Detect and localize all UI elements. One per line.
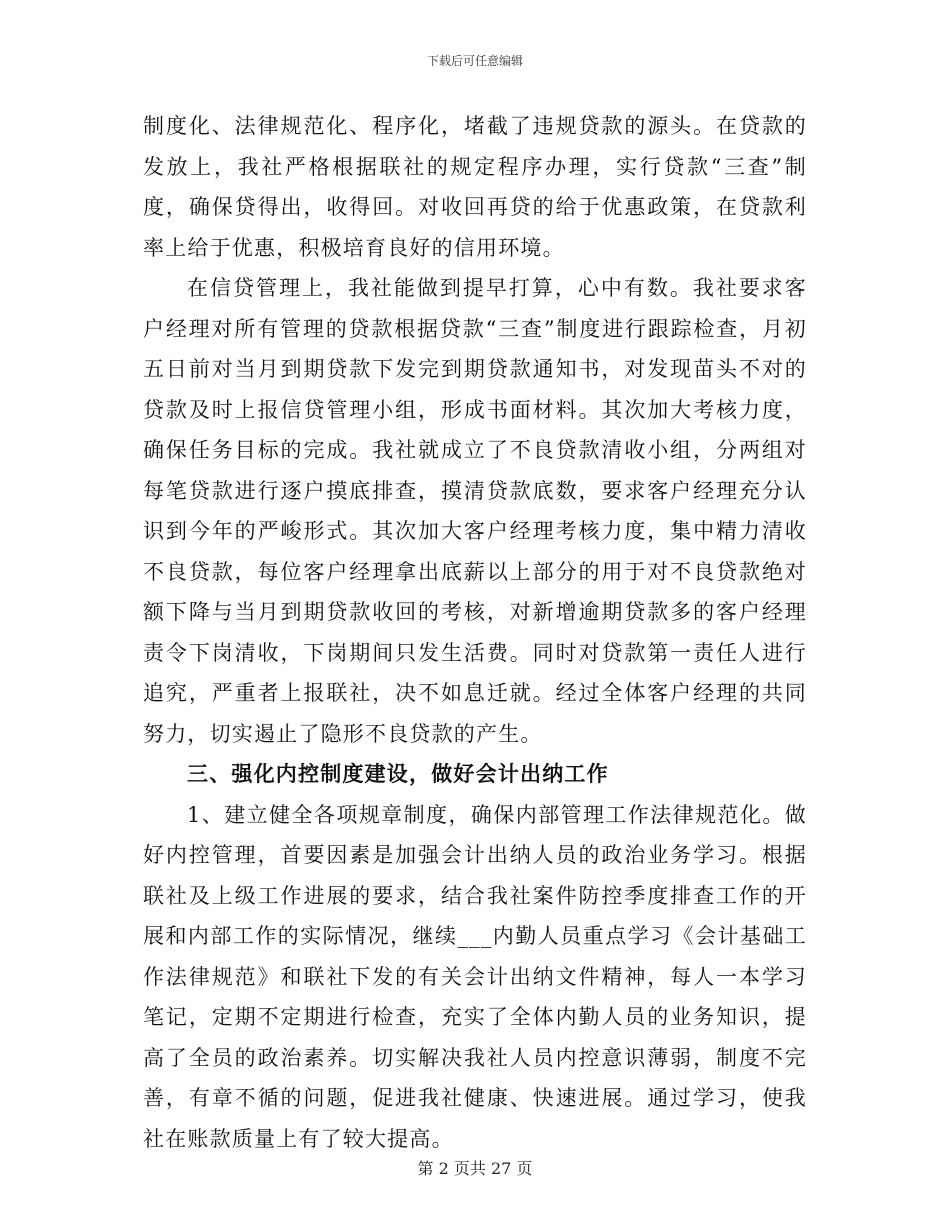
paragraph-1: 制度化、法律规范化、程序化，堵截了违规贷款的源头。在贷款的发放上，我社严格根据联社的规定程序办理，实行贷款“三查”制度，确保贷得出，收得回。对收回再贷的给于优惠政策，在贷款利率上给于优惠，积极培育良好的信用环境。 (143, 114, 807, 260)
page-header: 下载后可任意编辑 (426, 54, 523, 68)
paragraph-2: 在信贷管理上，我社能做到提早打算，心中有数。我社要求客户经理对所有管理的贷款根据贷款“三查”制度进行跟踪检查，月初五日前对当月到期贷款下发完到期贷款通知书，对发现苗头不对的贷款及时上报信贷管理小组，形成书面材料。其次加大考核力度，确保任务目标的完成。我社就成立了不良贷款清收小组，分两组对每笔贷款进行逐户摸底排查，摸清贷款底数，要求客户经理充分认识到今年的严峻形式。其次加大客户经理考核力度，集中精力清收不良贷款，每位客户经理拿出底薪以上部分的用于对不良贷款绝对额下降与当月到期贷款收回的考核，对新增逾期贷款多的客户经理责令下岗清收，下岗期间只发生活费。同时对贷款第一责任人进行追究，严重者上报联社，决不如息迁就。经过全体客户经理的共同努力，切实遏止了隐形不良贷款的产生。 (143, 276, 807, 746)
paragraph-3: 1、建立健全各项规章制度，确保内部管理工作法律规范化。做好内控管理，首要因素是加强会计出纳人员的政治业务学习。根据联社及上级工作进展的要求，结合我社案件防控季度排查工作的开展和内部工作的实际情况，继续___内勤人员重点学习《会计基础工作法律规范》和联社下发的有关会计出纳文件精神，每人一本学习笔记，定期不定期进行检查，充实了全体内勤人员的业务知识，提高了全员的政治素养。切实解决我社人员内控意识薄弱，制度不完善，有章不循的问题，促进我社健康、快速进展。通过学习，使我社在账款质量上有了较大提高。 (143, 802, 807, 1151)
document-body (143, 106, 807, 1159)
section-heading: 三、强化内控制度建设，做好会计出纳工作 (187, 761, 609, 786)
page-footer: 第 2 页共 27 页 (417, 1159, 533, 1178)
